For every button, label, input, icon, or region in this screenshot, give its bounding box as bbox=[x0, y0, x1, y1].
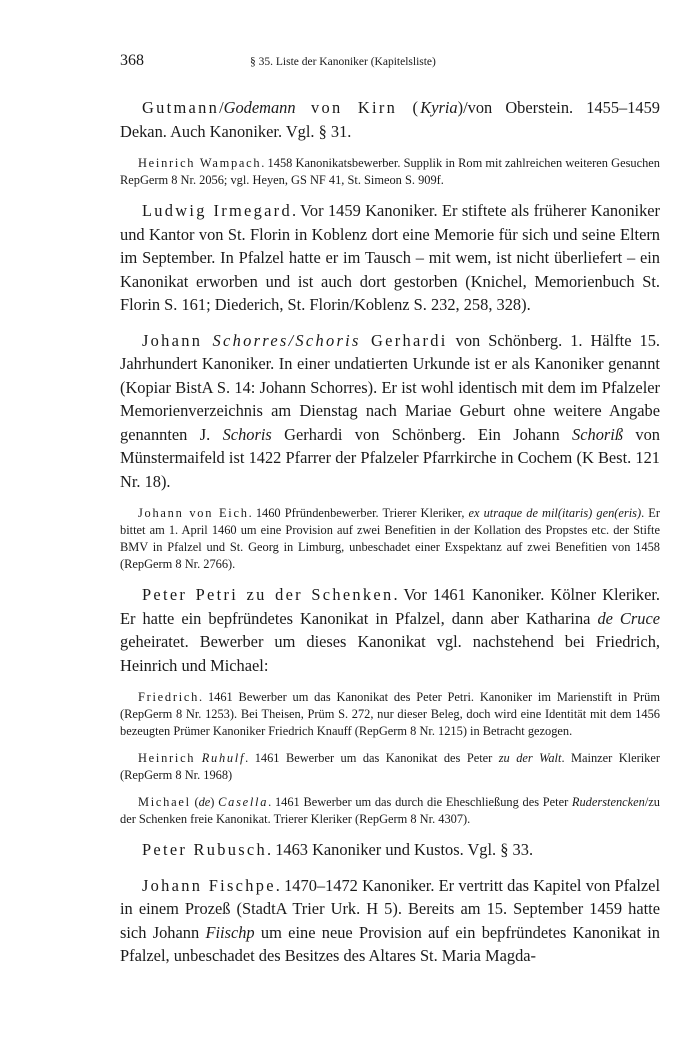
entry-name: Johann Fischpe bbox=[142, 875, 276, 895]
entry-name: Gutmann bbox=[142, 98, 220, 117]
page-header bbox=[120, 52, 660, 70]
entry-ludwig-irmegard: Ludwig Irmegard. Vor 1459 Kanoniker. Er stiftete als früherer Kanoniker und Kantor von St. Florin in Koblenz dort eine Memorie für sich und seine Eltern im September. In Pfalzel hatte er im Tausch – mit wem, ist nicht überliefert – ein Kanonikat erworben und ist auch dort gestorben (Knichel, Memorienbuch St. Florin S. 161; Diederich, St. Florin/Koblenz S. 232, 258, 328). bbox=[120, 201, 660, 314]
entry-name: Heinrich Wampach bbox=[138, 156, 262, 170]
entry-johann-von-eich: Johann von Eich. 1460 Pfründenbewerber. Trierer Kleriker, ex utraque de mil(itaris) gen(eris). Er bittet am 1. April 1460 um eine Provision auf zwei Benefitien in der Kollation des Propstes etc. der Stifte BMV in Pfalzel und St. Georg in Limburg, unbeschadet einer Exspektanz auf zwei Benefitien von 1458 (RepGerm 8 Nr. 2766). bbox=[120, 506, 660, 571]
entry-friedrich: Friedrich. 1461 Bewerber um das Kanonikat des Peter Petri. Kanoniker im Marienstift in Prüm (RepGerm 8 Nr. 1253). Bei Theisen, Prüm S. 272, nur dieser Beleg, doch wird eine Identität mit dem 1456 bezeugten Prümer Kanoniker Friedrich Knauff (RepGerm 8 Nr. 1215) in Betracht gezogen. bbox=[120, 690, 660, 738]
entry-peter-rubusch: Peter Rubusch. 1463 Kanoniker und Kustos. Vgl. § 33. bbox=[142, 840, 534, 859]
entry-gutmann: Gutmann/Godemann von Kirn (Kyria)/von Oberstein. 1455–1459 Dekan. Auch Kanoniker. Vgl. § 31. bbox=[120, 98, 661, 141]
entry-alias: Godemann bbox=[223, 98, 296, 117]
entry-michael-casella: Michael (de) Casella. 1461 Bewerber um das durch die Eheschließung des Peter Ruderstencken/zu der Schenken freie Kanonikat. Trierer Kleriker (RepGerm 8 Nr. 4307). bbox=[120, 795, 660, 826]
entry-name: Heinrich bbox=[138, 751, 196, 765]
entry-name: Ludwig Irmegard bbox=[142, 201, 292, 220]
entry-name: Peter Petri zu der Schenken bbox=[142, 585, 394, 604]
entry-name: Peter Rubusch bbox=[142, 840, 267, 859]
entry-name: Michael bbox=[138, 795, 191, 809]
entry-johann-schorres: Johann Schorres/Schoris Gerhardi von Schönberg. 1. Hälfte 15. Jahrhundert Kanoniker. In einer undatierten Urkunde ist er als Kanoniker genannt (Kopiar BistA S. 14: Johann Schorres). Er ist wohl identisch mit dem im Pfalzeler Memorienverzeichnis am Dienstag nach Mariae Geburt ohne weitere Angabe genannten J. Schoris Gerhardi von Schönberg. Ein Johann Schoriß von Münstermaifeld ist 1422 Pfarrer der Pfalzeler Pfarrkirche in Cochem (K Best. 121 Nr. 18). bbox=[120, 330, 660, 491]
entry-peter-petri: Peter Petri zu der Schenken. Vor 1461 Kanoniker. Kölner Kleriker. Er hatte ein bepfründetes Kanonikat in Pfalzel, dann aber Katharina de Cruce geheiratet. Bewerber um dieses Kanonikat vgl. nachstehend bei Friedrich, Heinrich und Michael: bbox=[120, 585, 661, 675]
entry-heinrich-wampach: Heinrich Wampach. 1458 Kanonikatsbewerber. Supplik in Rom mit zahlreichen weiteren Gesuchen RepGerm 8 Nr. 2056; vgl. Heyen, GS NF 41, St. Simeon S. 909f. bbox=[120, 156, 660, 187]
entry-johann-fischpe: Johann Fischpe. 1470–1472 Kanoniker. Er vertritt das Kapitel von Pfalzel in einem Prozeß (StadtA Trier Urk. H 5). Bereits am 15. September 1459 hatte sich Johann Fiischp um eine neue Provision auf ein bepfründetes Kanonikat in Pfalzel, unbeschadet des Besitzes des Altares St. Maria Magda- bbox=[120, 875, 660, 965]
entry-name: Johann von Eich bbox=[138, 506, 249, 520]
running-head: § 35. Liste der Kanoniker (Kapitelsliste) bbox=[250, 56, 436, 68]
page-number: 368 bbox=[120, 52, 144, 69]
entry-heinrich-ruhulf: Heinrich Ruhulf. 1461 Bewerber um das Kanonikat des Peter zu der Walt. Mainzer Kleriker (RepGerm 8 Nr. 1968) bbox=[120, 751, 660, 782]
entry-name: Friedrich bbox=[138, 690, 200, 704]
entry-name: Johann bbox=[142, 330, 213, 350]
